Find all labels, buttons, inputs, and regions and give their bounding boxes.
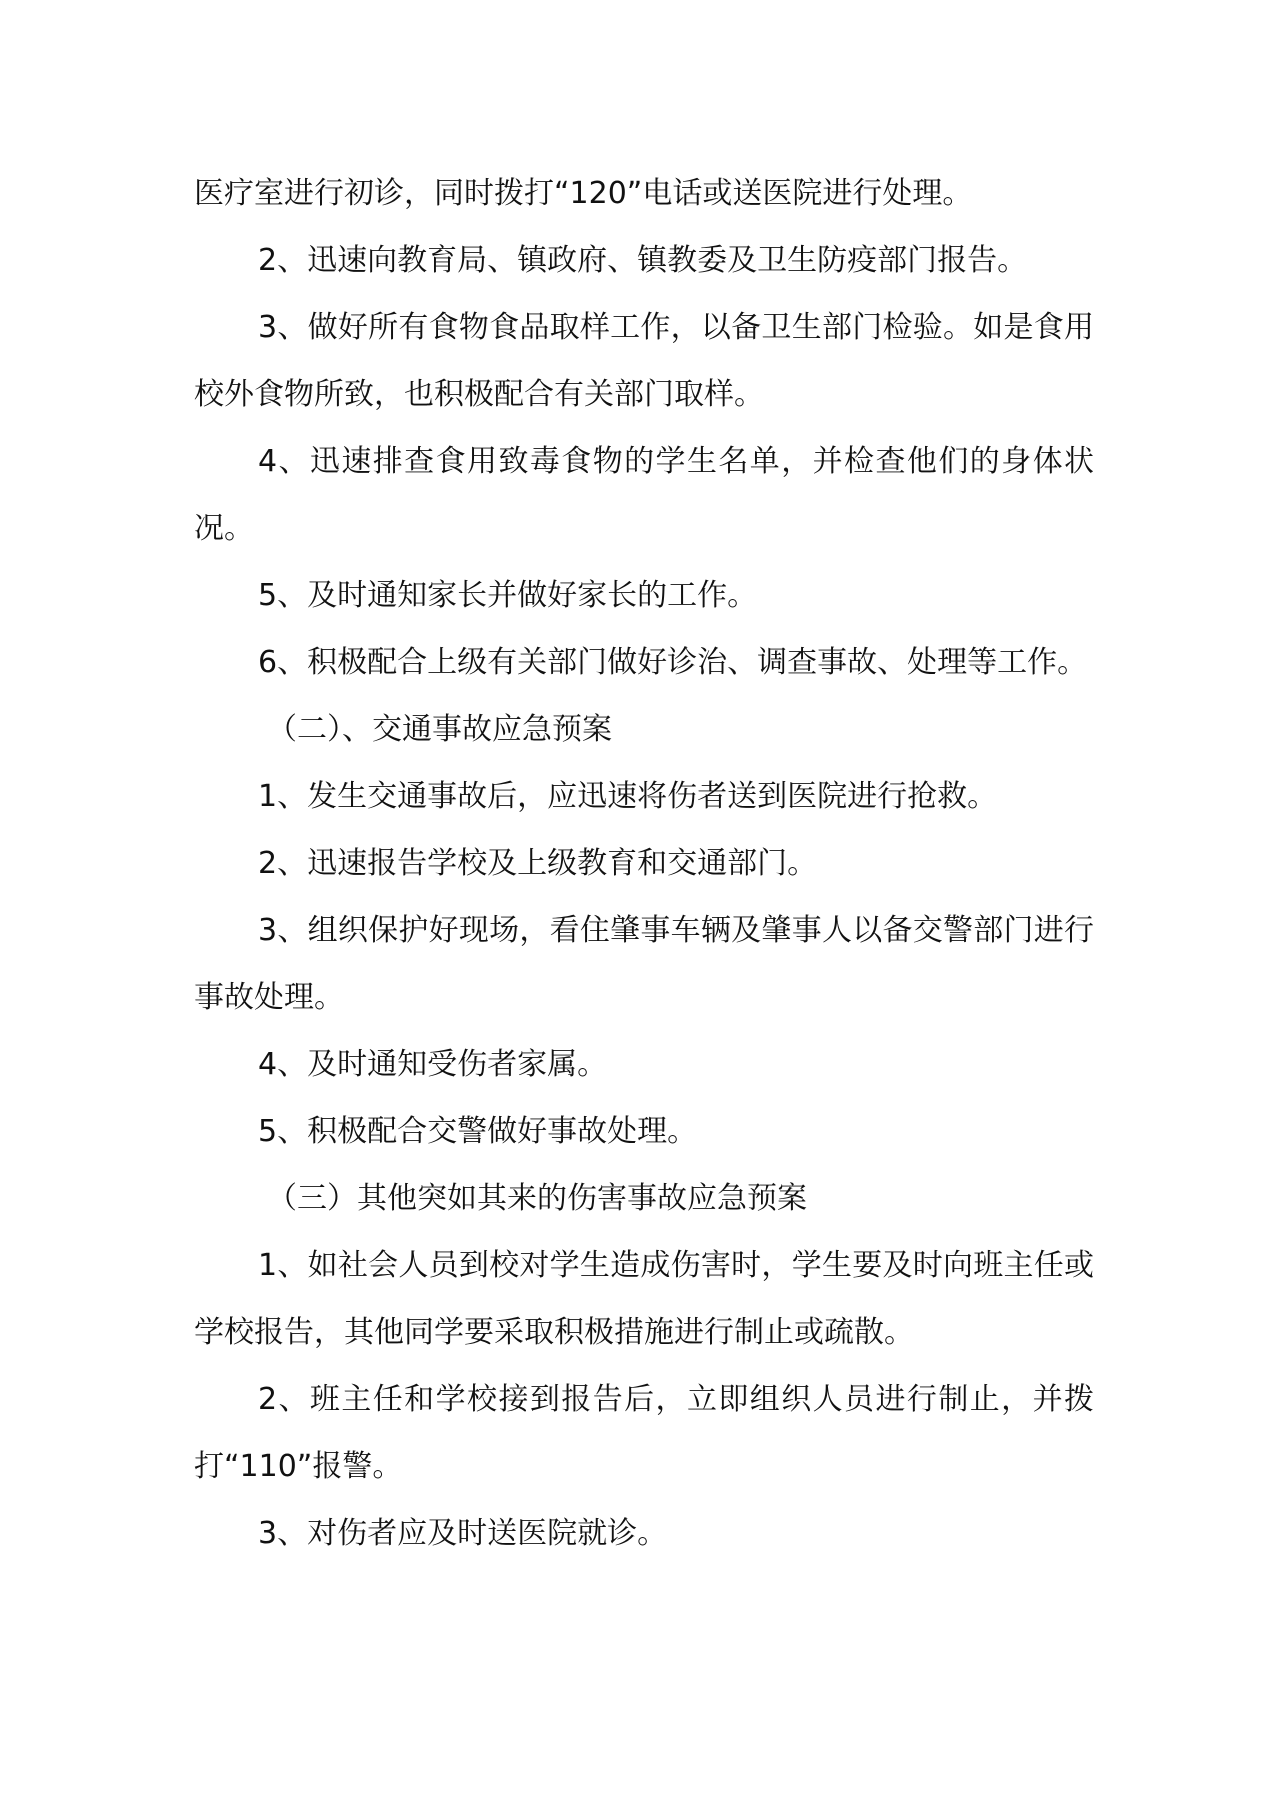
- paragraph-item-3-sampling: 3、做好所有食物食品取样工作，以备卫生部门检验。如是食用校外食物所致，也积极配合有关部门取样。: [194, 310, 1094, 412]
- paragraph-traffic-item-1: 1、发生交通事故后，应迅速将伤者送到医院进行抢救。: [258, 779, 998, 814]
- paragraph-injury-item-1: 1、如社会人员到校对学生造成伤害时，学生要及时向班主任或学校报告，其他同学要采取积极措施进行制止或疏散。: [194, 1248, 1094, 1350]
- paragraph-item-6-cooperate: 6、积极配合上级有关部门做好诊治、调查事故、处理等工作。: [258, 645, 1088, 680]
- paragraph-continuation: 医疗室进行初诊，同时拨打“120”电话或送医院进行处理。: [194, 176, 973, 211]
- paragraph-traffic-item-2: 2、迅速报告学校及上级教育和交通部门。: [258, 846, 818, 881]
- paragraph-item-4-screening: 4、迅速排查食用致毒食物的学生名单，并检查他们的身体状况。: [194, 444, 1094, 546]
- paragraph-traffic-item-3: 3、组织保护好现场，看住肇事车辆及肇事人以备交警部门进行事故处理。: [194, 913, 1094, 1015]
- section-heading-other-injury: （三）其他突如其来的伤害事故应急预案: [267, 1181, 807, 1216]
- paragraph-traffic-item-5: 5、积极配合交警做好事故处理。: [258, 1114, 698, 1149]
- paragraph-injury-item-3: 3、对伤者应及时送医院就诊。: [258, 1516, 668, 1551]
- paragraph-item-2-report: 2、迅速向教育局、镇政府、镇教委及卫生防疫部门报告。: [258, 243, 1028, 278]
- document-body: [194, 160, 1094, 1567]
- section-heading-traffic-accident: （二）、交通事故应急预案: [267, 712, 612, 747]
- paragraph-injury-item-2: 2、班主任和学校接到报告后，立即组织人员进行制止，并拨打“110”报警。: [194, 1382, 1094, 1484]
- paragraph-traffic-item-4: 4、及时通知受伤者家属。: [258, 1047, 608, 1082]
- paragraph-item-5-notify-parents: 5、及时通知家长并做好家长的工作。: [258, 578, 758, 613]
